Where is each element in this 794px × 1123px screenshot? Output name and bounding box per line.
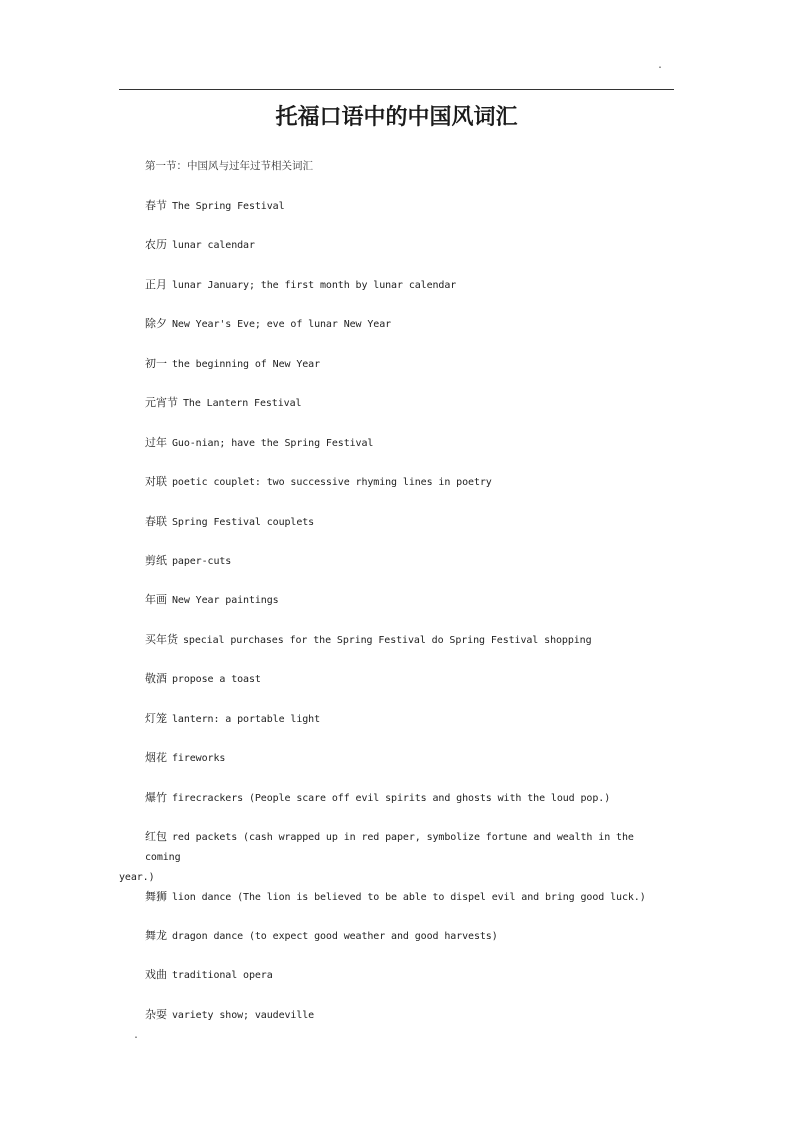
term: 年画 [145, 593, 167, 606]
term: 红包 [145, 830, 167, 843]
definition: paper-cuts [172, 556, 232, 567]
term: 爆竹 [145, 791, 167, 804]
definition: the beginning of New Year [172, 359, 321, 370]
definition: The Spring Festival [172, 201, 285, 212]
definition-continuation: year.) [119, 872, 155, 883]
definition: Guo-nian; have the Spring Festival [172, 438, 374, 449]
page-title: 托福口语中的中国风词汇 [275, 105, 518, 130]
list-item [145, 354, 674, 375]
header-rule [119, 89, 674, 90]
list-item [119, 827, 674, 888]
term: 对联 [145, 475, 167, 488]
term: 灯笼 [145, 712, 167, 725]
definition: lion dance (The lion is believed to be able to dispel evil and bring good luck.) [172, 892, 646, 903]
list-item [145, 1005, 674, 1026]
definition: lantern: a portable light [172, 714, 321, 725]
list-item [145, 433, 674, 454]
term: 买年货 [145, 633, 178, 646]
list-item [145, 669, 674, 690]
definition: propose a toast [172, 674, 261, 685]
list-item [145, 709, 674, 730]
term: 烟花 [145, 751, 167, 764]
footer-mark: . [133, 1030, 140, 1041]
term: 杂耍 [145, 1008, 167, 1021]
list-item [145, 393, 674, 414]
list-item [145, 748, 674, 769]
list-item [145, 235, 674, 256]
list-item [145, 512, 674, 533]
definition: The Lantern Festival [183, 398, 302, 409]
term: 初一 [145, 357, 167, 370]
definition: poetic couplet: two successive rhyming lines in poetry [172, 477, 492, 488]
list-item [145, 926, 674, 947]
term: 元宵节 [145, 396, 178, 409]
list-item [145, 314, 674, 335]
definition: Spring Festival couplets [172, 517, 315, 528]
section-heading: 第一节：中国风与过年过节相关词汇 [145, 160, 313, 172]
definition: traditional opera [172, 970, 273, 981]
definition: special purchases for the Spring Festival do Spring Festival shopping [183, 635, 592, 646]
term: 过年 [145, 436, 167, 449]
term: 戏曲 [145, 968, 167, 981]
definition: New Year's Eve; eve of lunar New Year [172, 319, 392, 330]
term: 除夕 [145, 317, 167, 330]
term: 敬酒 [145, 672, 167, 685]
list-item [145, 590, 674, 611]
definition: variety show; vaudeville [172, 1010, 315, 1021]
definition: fireworks [172, 753, 226, 764]
definition: dragon dance (to expect good weather and good harvests) [172, 931, 498, 942]
list-item [145, 196, 674, 217]
term: 农历 [145, 238, 167, 251]
list-item [145, 472, 674, 493]
list-item [145, 965, 674, 986]
definition: New Year paintings [172, 595, 279, 606]
term: 舞龙 [145, 929, 167, 942]
term: 剪纸 [145, 554, 167, 567]
list-item [145, 275, 674, 296]
definition: lunar January; the first month by lunar calendar [172, 280, 457, 291]
term: 春节 [145, 199, 167, 212]
list-item [145, 887, 674, 908]
definition: red packets (cash wrapped up in red paper, symbolize fortune and wealth in the coming [145, 832, 634, 863]
list-item [145, 788, 674, 809]
header-mark: . [657, 60, 664, 71]
list-item [145, 630, 674, 651]
term: 正月 [145, 278, 167, 291]
list-item [145, 551, 674, 572]
term: 舞狮 [145, 890, 167, 903]
definition: lunar calendar [172, 240, 255, 251]
term: 春联 [145, 515, 167, 528]
definition: firecrackers (People scare off evil spirits and ghosts with the loud pop.) [172, 793, 611, 804]
